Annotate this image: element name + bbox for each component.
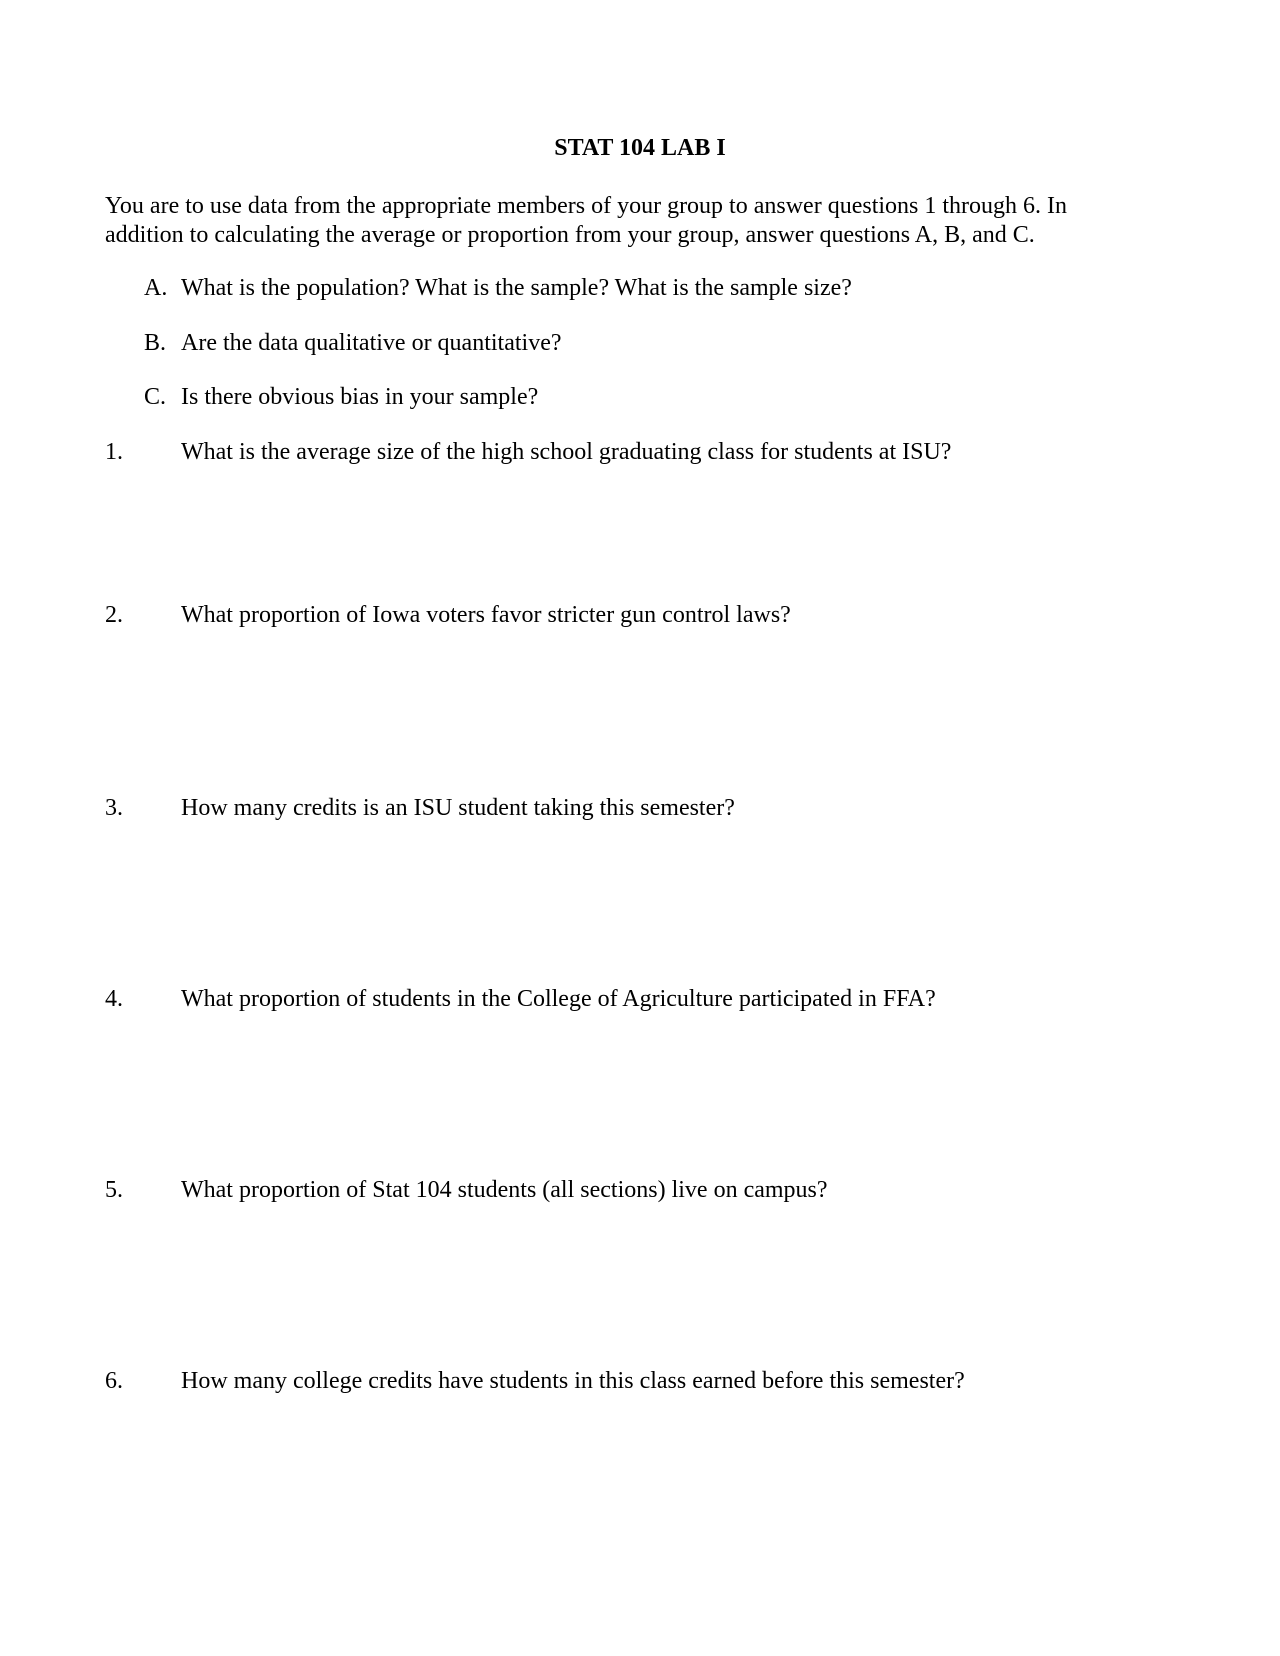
sub-question-text: Are the data qualitative or quantitative?	[181, 330, 562, 356]
sub-question-a	[144, 274, 852, 302]
page-title: STAT 104 LAB I	[554, 135, 726, 161]
intro-line-2: addition to calculating the average or proportion from your group, answer questions A, B, and C.	[105, 222, 1035, 248]
question-number: 6.	[105, 1368, 123, 1394]
sub-question-letter: B.	[144, 330, 167, 356]
question-text: What proportion of Iowa voters favor stricter gun control laws?	[181, 602, 791, 628]
question-text: How many college credits have students in this class earned before this semester?	[181, 1368, 965, 1394]
question-6	[105, 1367, 965, 1395]
question-number: 1.	[105, 439, 123, 465]
sub-question-text: Is there obvious bias in your sample?	[181, 384, 539, 410]
question-text: What proportion of students in the College of Agriculture participated in FFA?	[181, 986, 936, 1012]
question-text: What is the average size of the high school graduating class for students at ISU?	[181, 439, 952, 465]
question-number: 2.	[105, 602, 123, 628]
question-number: 5.	[105, 1177, 123, 1203]
question-text: How many credits is an ISU student taking this semester?	[181, 795, 735, 821]
sub-question-letter: A.	[144, 275, 168, 301]
sub-question-text: What is the population? What is the sample? What is the sample size?	[181, 275, 852, 301]
question-3	[105, 794, 735, 822]
question-5	[105, 1176, 828, 1204]
question-text: What proportion of Stat 104 students (all sections) live on campus?	[181, 1177, 828, 1203]
question-number: 4.	[105, 986, 123, 1012]
sub-question-c	[144, 383, 538, 411]
question-1	[105, 438, 951, 466]
intro-line-1: You are to use data from the appropriate members of your group to answer questions 1 through 6. In	[105, 193, 1068, 219]
sub-question-b	[144, 329, 562, 357]
sub-question-letter: C.	[144, 384, 167, 410]
question-number: 3.	[105, 795, 123, 821]
question-4	[105, 985, 936, 1013]
intro-paragraph	[105, 192, 1185, 250]
question-2	[105, 601, 791, 629]
